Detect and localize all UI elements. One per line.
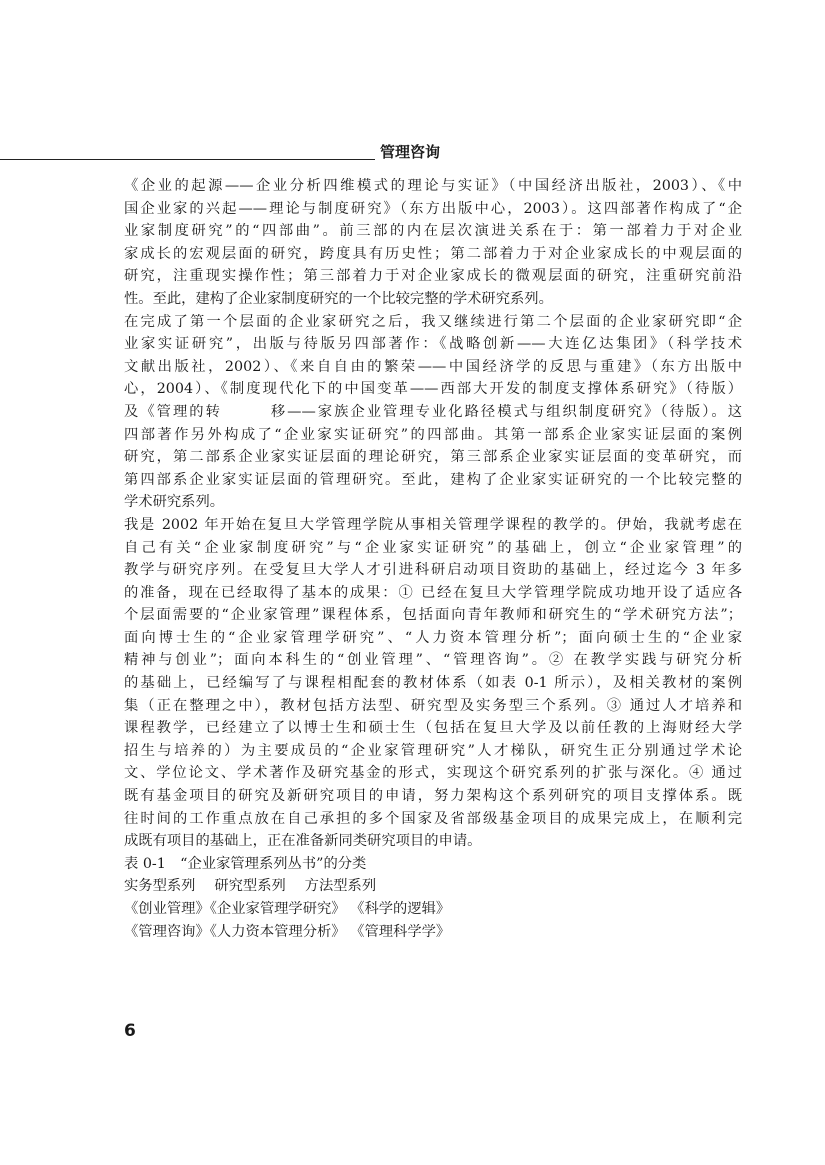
table-caption: 表 0-1 “企业家管理系列丛书”的分类 <box>124 855 367 872</box>
text-line: 及《管理的转 移——家族企业管理专业化路径模式与组织制度研究》（待版）。这 <box>124 403 742 420</box>
text-line: 学术研究系列。 <box>124 494 225 511</box>
text-line: 业家实证研究”，出版与待版另四部著作：《战略创新——大连亿达集团》（科学技术 <box>124 336 742 353</box>
text-line: 《企业的起源——企业分析四维模式的理论与实证》（中国经济出版社，2003）、《中 <box>124 178 742 194</box>
text-line: 四部著作另外构成了“企业家实证研究”的四部曲。其第一部系企业家实证层面的案例 <box>124 426 742 443</box>
text-line: 自己有关“企业家制度研究”与“企业家实证研究”的基础上，创立“企业家管理”的 <box>124 539 742 556</box>
text-line: 往时间的工作重点放在自己承担的多个国家及省部级基金项目的成果完成上，在顺利完 <box>124 810 742 827</box>
text-line: 在完成了第一个层面的企业家研究之后，我又继续进行第二个层面的企业家研究即“企 <box>124 313 742 330</box>
text-line: 文献出版社，2002）、《来自自由的繁荣——中国经济学的反思与重建》（东方出版中 <box>124 358 742 375</box>
table-row: 《管理咨询》《人力资本管理分析》 《管理科学学》 <box>124 923 451 940</box>
text-line: 集（正在整理之中），教材包括方法型、研究型及实务型三个系列。③ 通过人才培养和 <box>124 697 742 714</box>
text-line: 研究，注重现实操作性；第三部着力于对企业家成长的微观层面的研究，注重研究前沿 <box>124 268 742 285</box>
text-line: 课程教学，已经建立了以博士生和硕士生（包括在复旦大学及以前任教的上海财经大学 <box>124 720 742 737</box>
text-line: 精神与创业”；面向本科生的“创业管理”、“管理咨询”。② 在教学实践与研究分析 <box>124 652 742 669</box>
text-line: 心，2004）、《制度现代化下的中国变革——西部大开发的制度支撑体系研究》（待版） <box>124 381 742 398</box>
text-line: 个层面需要的“企业家管理”课程体系，包括面向青年教师和研究生的“学术研究方法”； <box>124 607 742 624</box>
text-line: 招生与培养的）为主要成员的“企业家管理研究”人才梯队，研究生正分别通过学术论 <box>124 742 742 759</box>
text-line: 既有基金项目的研究及新研究项目的申请，努力架构这个系列研究的项目支撑体系。既 <box>124 788 742 805</box>
text-line: 第四部系企业家实证层面的管理研究。至此，建构了企业家实证研究的一个比较完整的 <box>124 471 742 488</box>
text-line: 性。至此，建构了企业家制度研究的一个比较完整的学术研究系列。 <box>124 290 553 307</box>
text-line: 业家制度研究”的“四部曲”。前三部的内在层次演进关系在于：第一部着力于对企业 <box>124 223 742 240</box>
text-line: 的基础上，已经编写了与课程相配套的教材体系（如表 0-1 所示），及相关教材的案例 <box>124 675 742 692</box>
text-line: 文、学位论文、学术著作及研究基金的形式，实现这个研究系列的扩张与深化。④ 通过 <box>124 765 742 782</box>
header-rule <box>0 159 375 160</box>
text-line: 教学与研究序列。在受复旦大学人才引进科研启动项目资助的基础上，经过迄今 3 年多 <box>124 562 742 579</box>
text-line: 家成长的宏观层面的研究，跨度具有历史性；第二部着力于对企业家成长的中观层面的 <box>124 245 742 262</box>
text-line: 研究，第二部系企业家实证层面的理论研究，第三部系企业家实证层面的变革研究，而 <box>124 449 742 466</box>
table-header-row: 实务型系列 研究型系列 方法型系列 <box>124 878 377 895</box>
table-row: 《创业管理》《企业家管理学研究》 《科学的逻辑》 <box>124 901 451 917</box>
text-line: 面向博士生的“企业家管理学研究”、“人力资本管理分析”；面向硕士生的“企业家 <box>124 629 742 646</box>
page-number: 6 <box>124 1021 136 1041</box>
text-line: 国企业家的兴起——理论与制度研究》（东方出版中心，2003）。这四部著作构成了“企 <box>124 200 742 217</box>
body-text <box>124 175 742 943</box>
running-head: 管理咨询 <box>380 143 441 161</box>
text-line: 的准备，现在已经取得了基本的成果：① 已经在复旦大学管理学院成功地开设了适应各 <box>124 584 742 601</box>
text-line: 成既有项目的基础上，正在准备新同类研究项目的申请。 <box>124 833 482 850</box>
text-line: 我是 2002 年开始在复旦大学管理学院从事相关管理学课程的教学的。伊始，我就考虑在 <box>124 516 742 533</box>
